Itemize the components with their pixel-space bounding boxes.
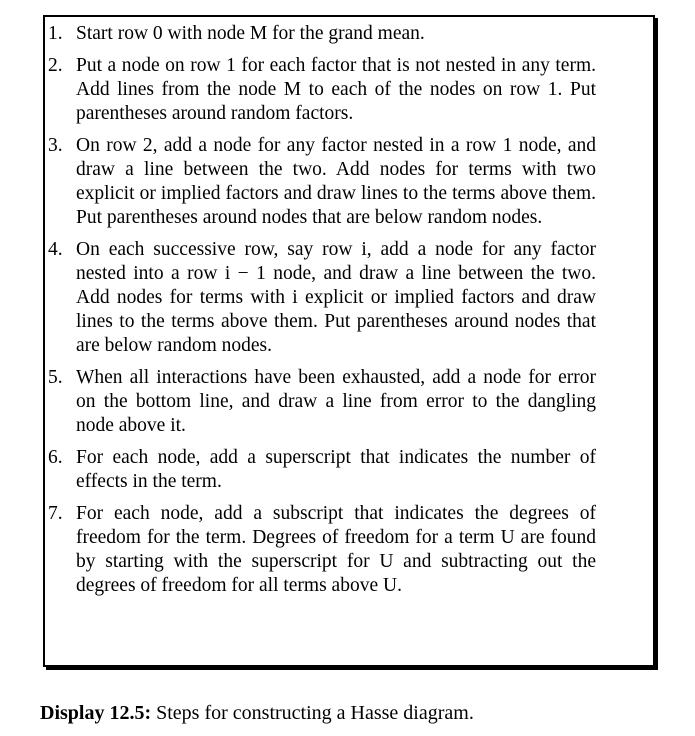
list-item [48,446,596,494]
list-item [48,22,596,46]
step-text: Put a node on row 1 for each factor that is not nested in any term. Add lines from the node M to each of the nodes on row 1. Put parentheses around random factors. [76,55,596,124]
list-item [48,54,596,126]
list-item [48,502,596,598]
step-number: 4. [48,239,63,260]
step-text: For each node, add a superscript that indicates the number of effects in the term. [76,447,596,492]
list-item [48,134,596,230]
step-text: Start row 0 with node M for the grand mean. [76,23,425,44]
list-item [48,366,596,438]
display-caption [40,700,474,726]
step-text: On row 2, add a node for any factor nested in a row 1 node, and draw a line between the two. Add nodes for terms with two explicit or implied factors and draw lines to the terms above them. Put parentheses around nodes that are below random nodes. [76,135,596,228]
step-number: 6. [48,447,63,468]
step-number: 3. [48,135,63,156]
caption-label: Display 12.5: [40,702,152,724]
caption-text: Steps for constructing a Hasse diagram. [151,702,474,724]
step-text: For each node, add a subscript that indicates the degrees of freedom for the term. Degrees of freedom for a term U are found by starting with the superscript for U and subtracting out the degrees of freedom for all terms above U. [76,503,596,596]
steps-list [48,22,596,606]
step-number: 5. [48,367,63,388]
step-number: 1. [48,23,63,44]
list-item [48,238,596,358]
step-text: When all interactions have been exhausted, add a node for error on the bottom line, and draw a line from error to the dangling node above it. [76,367,596,436]
step-text: On each successive row, say row i, add a node for any factor nested into a row i − 1 node, and draw a line between the two. Add nodes for terms with i explicit or implied factors and draw lines to the terms above them. Put parentheses around nodes that are below random nodes. [76,239,596,356]
step-number: 7. [48,503,63,524]
step-number: 2. [48,55,63,76]
